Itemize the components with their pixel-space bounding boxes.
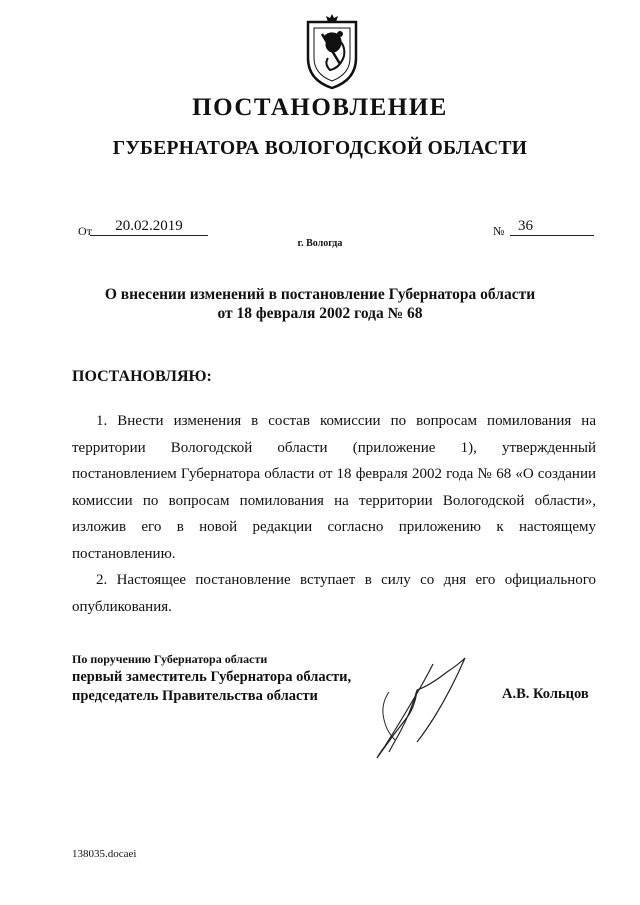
subject-line-2: от 18 февраля 2002 года № 68: [217, 305, 423, 322]
subject-line-1: О внесении изменений в постановление Губернатора области: [104, 286, 536, 303]
coat-of-arms-icon: [300, 14, 364, 90]
position-line-1: первый заместитель Губернатора области,: [72, 669, 352, 685]
document-subject: [0, 285, 640, 323]
document-date: 20.02.2019: [90, 218, 208, 236]
authority-line: По поручению Губернатора области: [72, 652, 268, 666]
signer-position: [72, 668, 351, 706]
paragraph-1: 1. Внести изменения в состав комиссии по вопросам помилования на территории Вологодской области (приложение 1), утвержденный постановлением Губернатора области от 18 февраля 2002 года № 68 «О создании комиссии по вопросам помилования на территории Вологодской области», изложив его в новой редакции согласно приложению к настоящему постановлению.: [72, 413, 596, 562]
document-subtitle: ГУБЕРНАТОРА ВОЛОГОДСКОЙ ОБЛАСТИ: [112, 138, 528, 159]
document-number: 36: [510, 218, 594, 236]
document-id: 138035.docaei: [72, 848, 137, 860]
document-body: [72, 408, 596, 620]
city: г. Вологда: [297, 238, 343, 249]
number-label: №: [493, 224, 505, 238]
signer-name: А.В. Кольцов: [502, 686, 589, 702]
document-title: ПОСТАНОВЛЕНИЕ: [192, 94, 448, 121]
paragraph-2: 2. Настоящее постановление вступает в силу со дня его официального опубликования.: [72, 572, 596, 615]
date-label: От: [78, 224, 92, 238]
position-line-2: председатель Правительства области: [72, 688, 318, 704]
handwritten-signature-icon: [355, 650, 485, 765]
decree-word: ПОСТАНОВЛЯЮ:: [72, 368, 212, 385]
